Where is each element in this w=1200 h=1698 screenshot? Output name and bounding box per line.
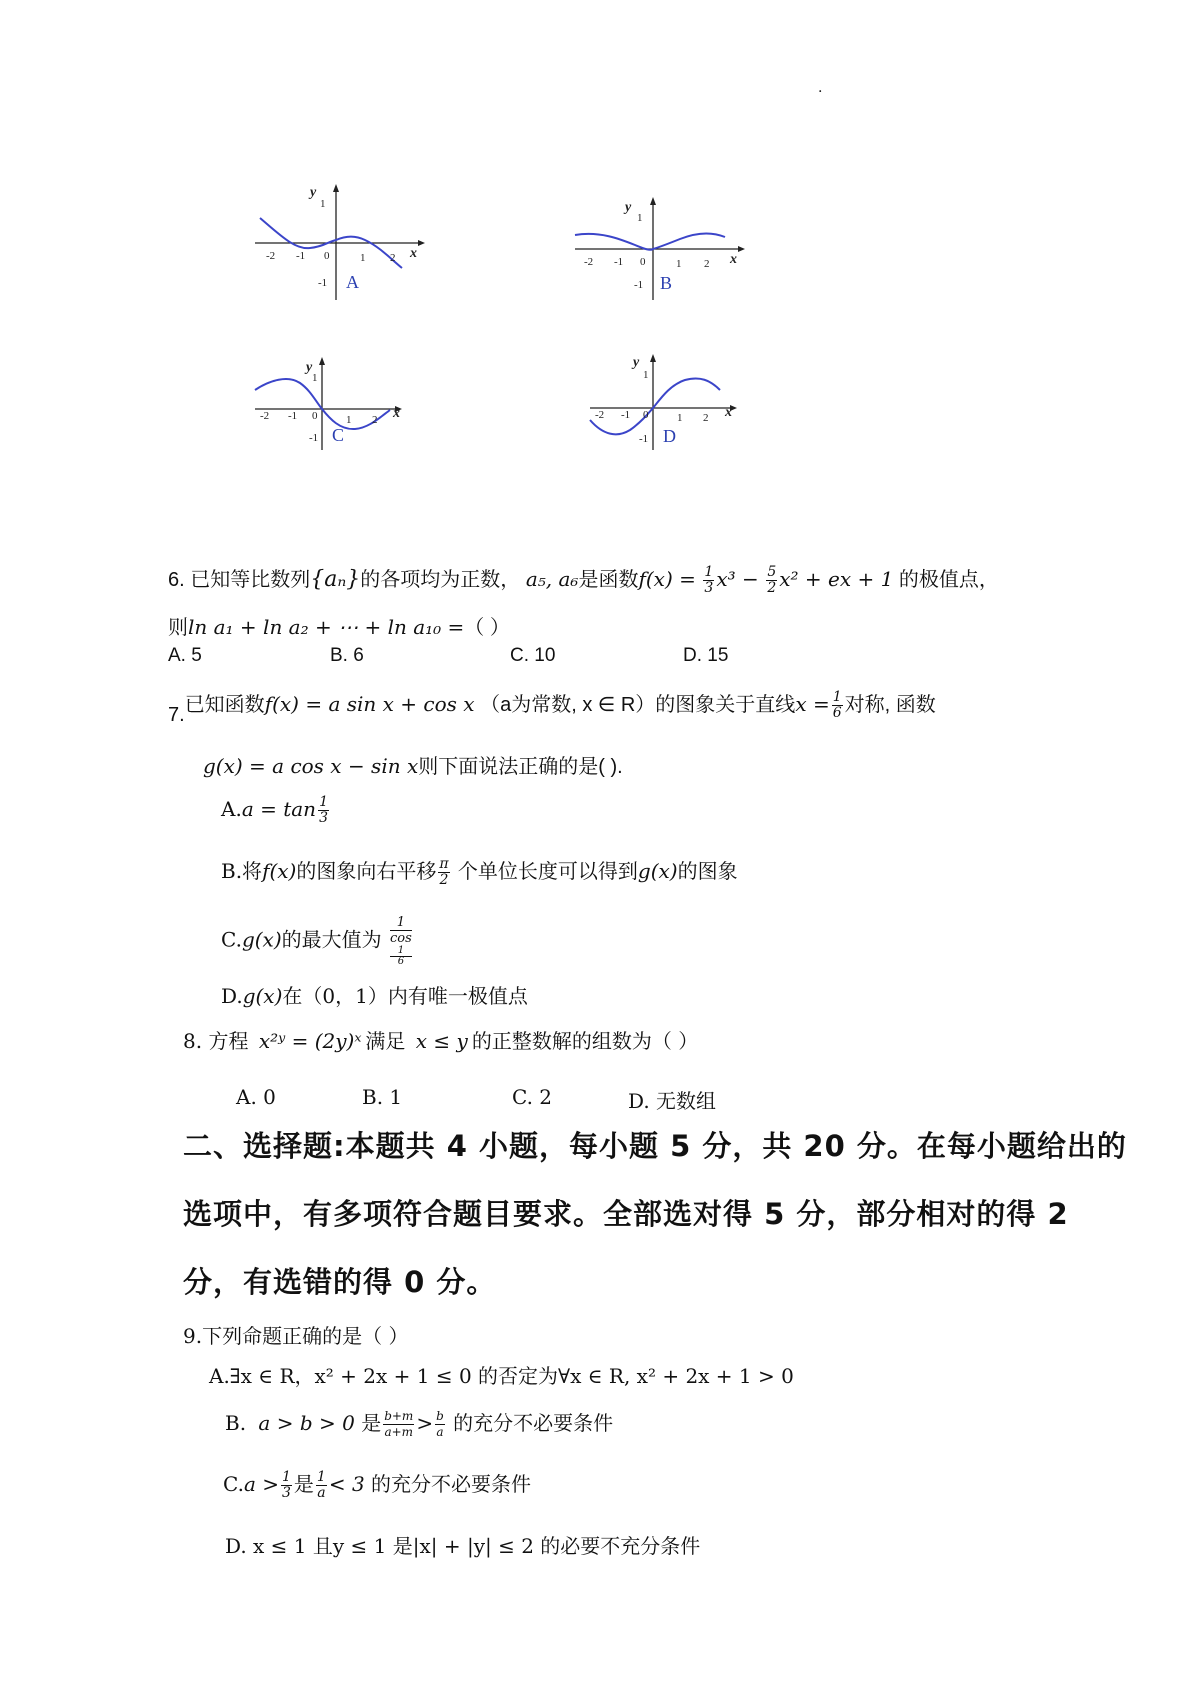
q7-option-b-suffix: 的图象 xyxy=(677,859,738,883)
section2-line1: 二、选择题:本题共 4 小题，每小题 5 分，共 20 分。在每小题给出的 xyxy=(183,1129,1127,1163)
q9-option-b[interactable] xyxy=(225,1407,613,1440)
q6-term1: x³ − xyxy=(716,567,759,591)
graph-b-letter: B xyxy=(660,273,673,293)
q9-option-d[interactable]: D. x ≤ 1 且y ≤ 1 是|x| + |y| ≤ 2 的必要不充分条件 xyxy=(225,1534,701,1558)
graph-b-tick: 2 xyxy=(704,258,710,270)
graph-d-tick: 2 xyxy=(703,412,709,424)
graph-a-letter: A xyxy=(346,272,359,292)
graph-b xyxy=(570,195,750,309)
graph-b-x-label: x xyxy=(730,252,737,267)
q7-option-c-g: g(x) xyxy=(241,927,282,952)
q9-option-b-label: B. xyxy=(225,1411,247,1435)
curve-d xyxy=(590,378,720,434)
q6-option-b[interactable]: B. 6 xyxy=(330,645,364,666)
graph-a-y-label: y xyxy=(310,185,317,200)
graph-d-tick: -1 xyxy=(621,409,631,421)
q6-frac2: $\frac{5}{2}$ xyxy=(767,564,777,597)
graph-b-tick: -2 xyxy=(584,256,594,268)
graph-d-zero: 0 xyxy=(643,409,649,421)
q7-option-b[interactable] xyxy=(221,855,738,888)
q7-option-d-g: g(x) xyxy=(242,984,283,1008)
q7-option-b-mid2: 个单位长度可以得到 xyxy=(451,859,638,883)
graph-c-one: 1 xyxy=(312,372,318,384)
q7-option-c-mid: 的最大值为 xyxy=(281,927,382,952)
graph-b-tick: 1 xyxy=(676,258,682,270)
q6-mid2: 是函数 xyxy=(578,569,639,591)
q8-suffix: 的正整数解的组数为（ ） xyxy=(471,1029,699,1053)
q9-option-c-suffix: 的充分不必要条件 xyxy=(371,1472,532,1496)
q6-frac1: $\frac{1}{3}$ xyxy=(704,564,714,597)
graph-b-tick: -1 xyxy=(614,256,624,268)
q8-prefix: 8. 方程 xyxy=(183,1029,249,1053)
graph-c-tick: -1 xyxy=(288,410,298,422)
q6-expr: ln a₁ + ln a₂ + ⋯ + ln a₁₀ = xyxy=(188,615,465,639)
q7-func: f(x) = a sin x + cos x xyxy=(264,692,475,716)
q9-option-b-mid: 是 xyxy=(361,1411,382,1435)
graph-a xyxy=(250,180,430,309)
q7-option-a-math: a = tan xyxy=(241,797,317,821)
graph-d-neg-one: -1 xyxy=(639,433,649,445)
q7-text2: 对称, 函数 xyxy=(844,694,936,716)
q7-g-suffix: 则下面说法正确的是( ). xyxy=(418,756,623,778)
q7-line2 xyxy=(203,750,623,779)
graph-c-tick: 1 xyxy=(346,414,352,426)
q7-option-a-label: A. xyxy=(221,797,242,821)
graph-b-one: 1 xyxy=(637,212,643,224)
q8-option-b[interactable]: B. 1 xyxy=(362,1085,403,1109)
graph-c-tick: 2 xyxy=(372,414,378,426)
q8-option-a[interactable]: A. 0 xyxy=(236,1085,276,1109)
graph-a-tick: 1 xyxy=(360,252,366,264)
q7-g: g(x) = a cos x − sin x xyxy=(203,754,419,778)
section2-line2: 选项中，有多项符合题目要求。全部选对得 5 分，部分相对的得 2 xyxy=(183,1197,1069,1231)
graph-c-zero: 0 xyxy=(312,410,318,422)
q6-line2-pre: 则 xyxy=(168,617,188,639)
graph-b-neg-one: -1 xyxy=(634,279,644,291)
q9-option-c-label: C. xyxy=(223,1472,244,1496)
graph-d-y-label: y xyxy=(633,355,640,370)
graph-a-neg-one: -1 xyxy=(318,277,328,289)
q7-option-c-frac: 1 cos 1 6 xyxy=(390,915,412,967)
q8-option-c[interactable]: C. 2 xyxy=(512,1085,553,1109)
graph-d-x-label: x xyxy=(725,405,732,420)
q6-paren: （ ） xyxy=(464,617,510,639)
graph-c-tick: -2 xyxy=(260,410,270,422)
q6-option-d[interactable]: D. 15 xyxy=(683,645,729,666)
q7-option-b-g: g(x) xyxy=(637,859,678,883)
graph-c-neg-one: -1 xyxy=(309,432,319,444)
graph-a-zero: 0 xyxy=(324,250,330,262)
q7-line: x = xyxy=(795,692,830,716)
q9-option-c-frac2: $\frac{1}{a}$ xyxy=(316,1469,326,1501)
q7-num: 7. xyxy=(168,704,185,726)
graph-a-x-label: x xyxy=(410,246,417,261)
graph-b-zero: 0 xyxy=(640,256,646,268)
q9-option-b-gt: > xyxy=(416,1411,434,1435)
q9-option-c-mid: 是 xyxy=(293,1472,314,1496)
q9-stem: 9.下列命题正确的是（ ） xyxy=(183,1324,409,1348)
graph-c-letter: C xyxy=(332,425,345,445)
q6-func: f(x) = xyxy=(638,567,696,591)
q6-mid: 的各项均为正数， xyxy=(360,569,521,591)
q9-option-b-frac2: $\frac{b}{a}$ xyxy=(436,1409,444,1439)
q7-option-b-label: B.将 xyxy=(221,859,263,883)
graph-a-tick: -1 xyxy=(296,250,306,262)
q6-terms: a₅, a₆ xyxy=(525,567,579,591)
q7-cond: （a为常数, x ∈ R）的图象关于直线 xyxy=(480,694,796,716)
q7-line1 xyxy=(168,688,936,726)
graph-c-x-label: x xyxy=(393,406,400,421)
q7-option-a[interactable] xyxy=(221,795,331,826)
q6-option-c[interactable]: C. 10 xyxy=(510,645,556,666)
q7-option-c-label: C. xyxy=(221,927,242,952)
section2-line3: 分，有选错的得 0 分。 xyxy=(183,1265,497,1299)
q7-option-b-f: f(x) xyxy=(262,859,297,883)
graph-c-y-label: y xyxy=(306,360,313,375)
q9-option-b-frac1: $\frac{b+m}{a+m}$ xyxy=(384,1409,414,1439)
graph-d xyxy=(585,350,765,459)
q9-option-a[interactable]: A.∃x ∈ R，x² + 2x + 1 ≤ 0 的否定为∀x ∈ R, x² + 2x + 1 > 0 xyxy=(209,1364,794,1388)
q8-stem xyxy=(183,1025,698,1054)
q6-term2: x² + ex + 1 xyxy=(779,567,894,591)
graph-d-tick: 1 xyxy=(677,412,683,424)
q9-option-b-math: a > b > 0 xyxy=(258,1411,355,1435)
graph-d-tick: -2 xyxy=(595,409,605,421)
q8-mid: 满足 xyxy=(365,1029,406,1053)
q8-option-d[interactable]: D. 无数组 xyxy=(628,1089,717,1113)
graph-d-letter: D xyxy=(663,426,676,446)
q6-line2 xyxy=(168,611,510,640)
q6-suffix: 的极值点， xyxy=(898,569,999,591)
q7-option-d-label: D. xyxy=(221,984,243,1008)
q7-option-d[interactable] xyxy=(221,980,528,1009)
q6-prefix: 6. 已知等比数列 xyxy=(168,569,311,591)
q7-text1: 已知函数 xyxy=(184,694,265,716)
q7-option-b-mid: 的图象向右平移 xyxy=(296,859,437,883)
q9-option-c-a: a > xyxy=(243,1472,279,1496)
q6-option-a[interactable]: A. 5 xyxy=(168,645,202,666)
graph-a-one: 1 xyxy=(320,198,326,210)
q7-option-b-frac: $\frac{\pi}{2}$ xyxy=(439,856,449,888)
q7-frac: $\frac{1}{6}$ xyxy=(832,689,842,722)
graph-a-tick: -2 xyxy=(266,250,276,262)
q6-line1 xyxy=(168,563,999,596)
q7-option-d-suffix: 在（0，1）内有唯一极值点 xyxy=(282,984,528,1008)
graph-d-one: 1 xyxy=(643,369,649,381)
graph-a-tick: 2 xyxy=(390,252,396,264)
graph-b-y-label: y xyxy=(625,200,632,215)
q8-condition: x ≤ y xyxy=(415,1029,468,1053)
q7-option-c[interactable] xyxy=(221,915,414,967)
page-dot: . xyxy=(818,80,823,96)
q9-option-c-frac1: $\frac{1}{3}$ xyxy=(282,1469,291,1501)
curve-b xyxy=(575,233,725,249)
q8-equation: x²ʸ = (2y)ˣ xyxy=(258,1029,362,1053)
q7-option-a-frac: $\frac{1}{3}$ xyxy=(319,794,328,826)
q9-option-c[interactable] xyxy=(223,1468,531,1501)
q9-option-b-suffix: 的充分不必要条件 xyxy=(453,1411,614,1435)
q9-option-c-lt: < 3 xyxy=(328,1472,365,1496)
q6-sequence: {aₙ} xyxy=(310,567,361,592)
graph-c xyxy=(250,355,430,459)
